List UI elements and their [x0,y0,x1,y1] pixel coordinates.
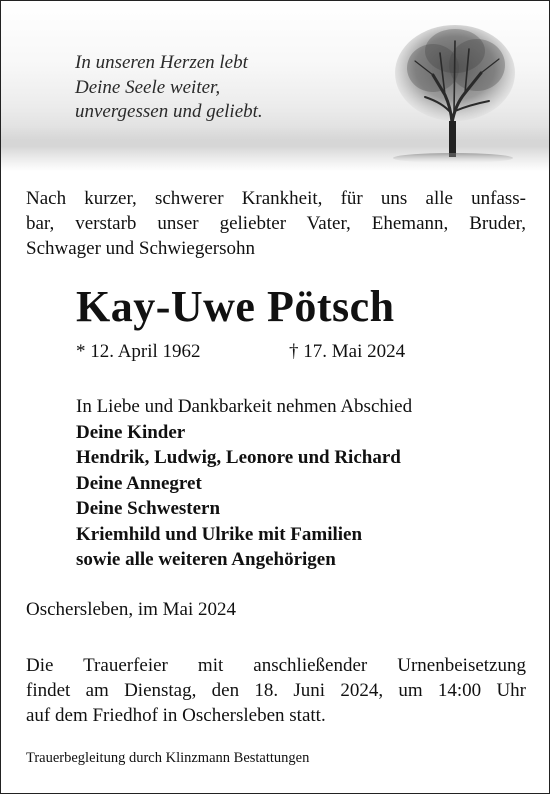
mourner-line: Kriemhild und Ulrike mit Familien [76,523,363,545]
quote-line: Deine Seele weiter, [75,76,221,98]
announcement-line: Nach kurzer, schwerer Krankheit, für uns alle unfass- [26,188,526,209]
mourners-list [76,394,412,573]
mourner-line: Deine Kinder [76,421,186,443]
announcement-line: Schwager und Schwiegersohn [26,238,256,259]
mourner-line: sowie alle weiteren Angehörigen [76,549,336,570]
ceremony-line: auf dem Friedhof in Oschersleben statt. [26,705,326,726]
death-announcement [26,186,526,261]
ceremony-line: findet am Dienstag, den 18. Juni 2024, um 14:00 Uhr [26,680,526,701]
tree-illustration-icon [385,13,525,163]
announcement-line: bar, verstarb unser geliebter Vater, Ehemann, Bruder, [26,213,526,234]
deceased-name: Kay-Uwe Pötsch [76,282,395,331]
farewell-intro: In Liebe und Dankbarkeit nehmen Abschied [76,396,413,417]
place-and-date: Oschersleben, im Mai 2024 [26,599,237,620]
header-banner [1,1,549,171]
birth-date: * 12. April 1962 [76,341,201,362]
mourner-line: Deine Annegret [76,472,202,494]
memorial-quote [75,51,263,125]
funeral-ceremony-info [26,653,526,728]
death-date: † 17. Mai 2024 [289,341,406,362]
mourner-line: Hendrik, Ludwig, Leonore und Richard [76,447,401,468]
mourner-line: Deine Schwestern [76,498,221,519]
quote-line: unvergessen und geliebt. [75,101,263,122]
funeral-home-credit: Trauerbegleitung durch Klinzmann Bestattungen [26,750,310,766]
life-dates [76,341,406,363]
ceremony-line: Die Trauerfeier mit anschließender Urnenbeisetzung [26,655,526,676]
quote-line: In unseren Herzen lebt [75,52,248,73]
